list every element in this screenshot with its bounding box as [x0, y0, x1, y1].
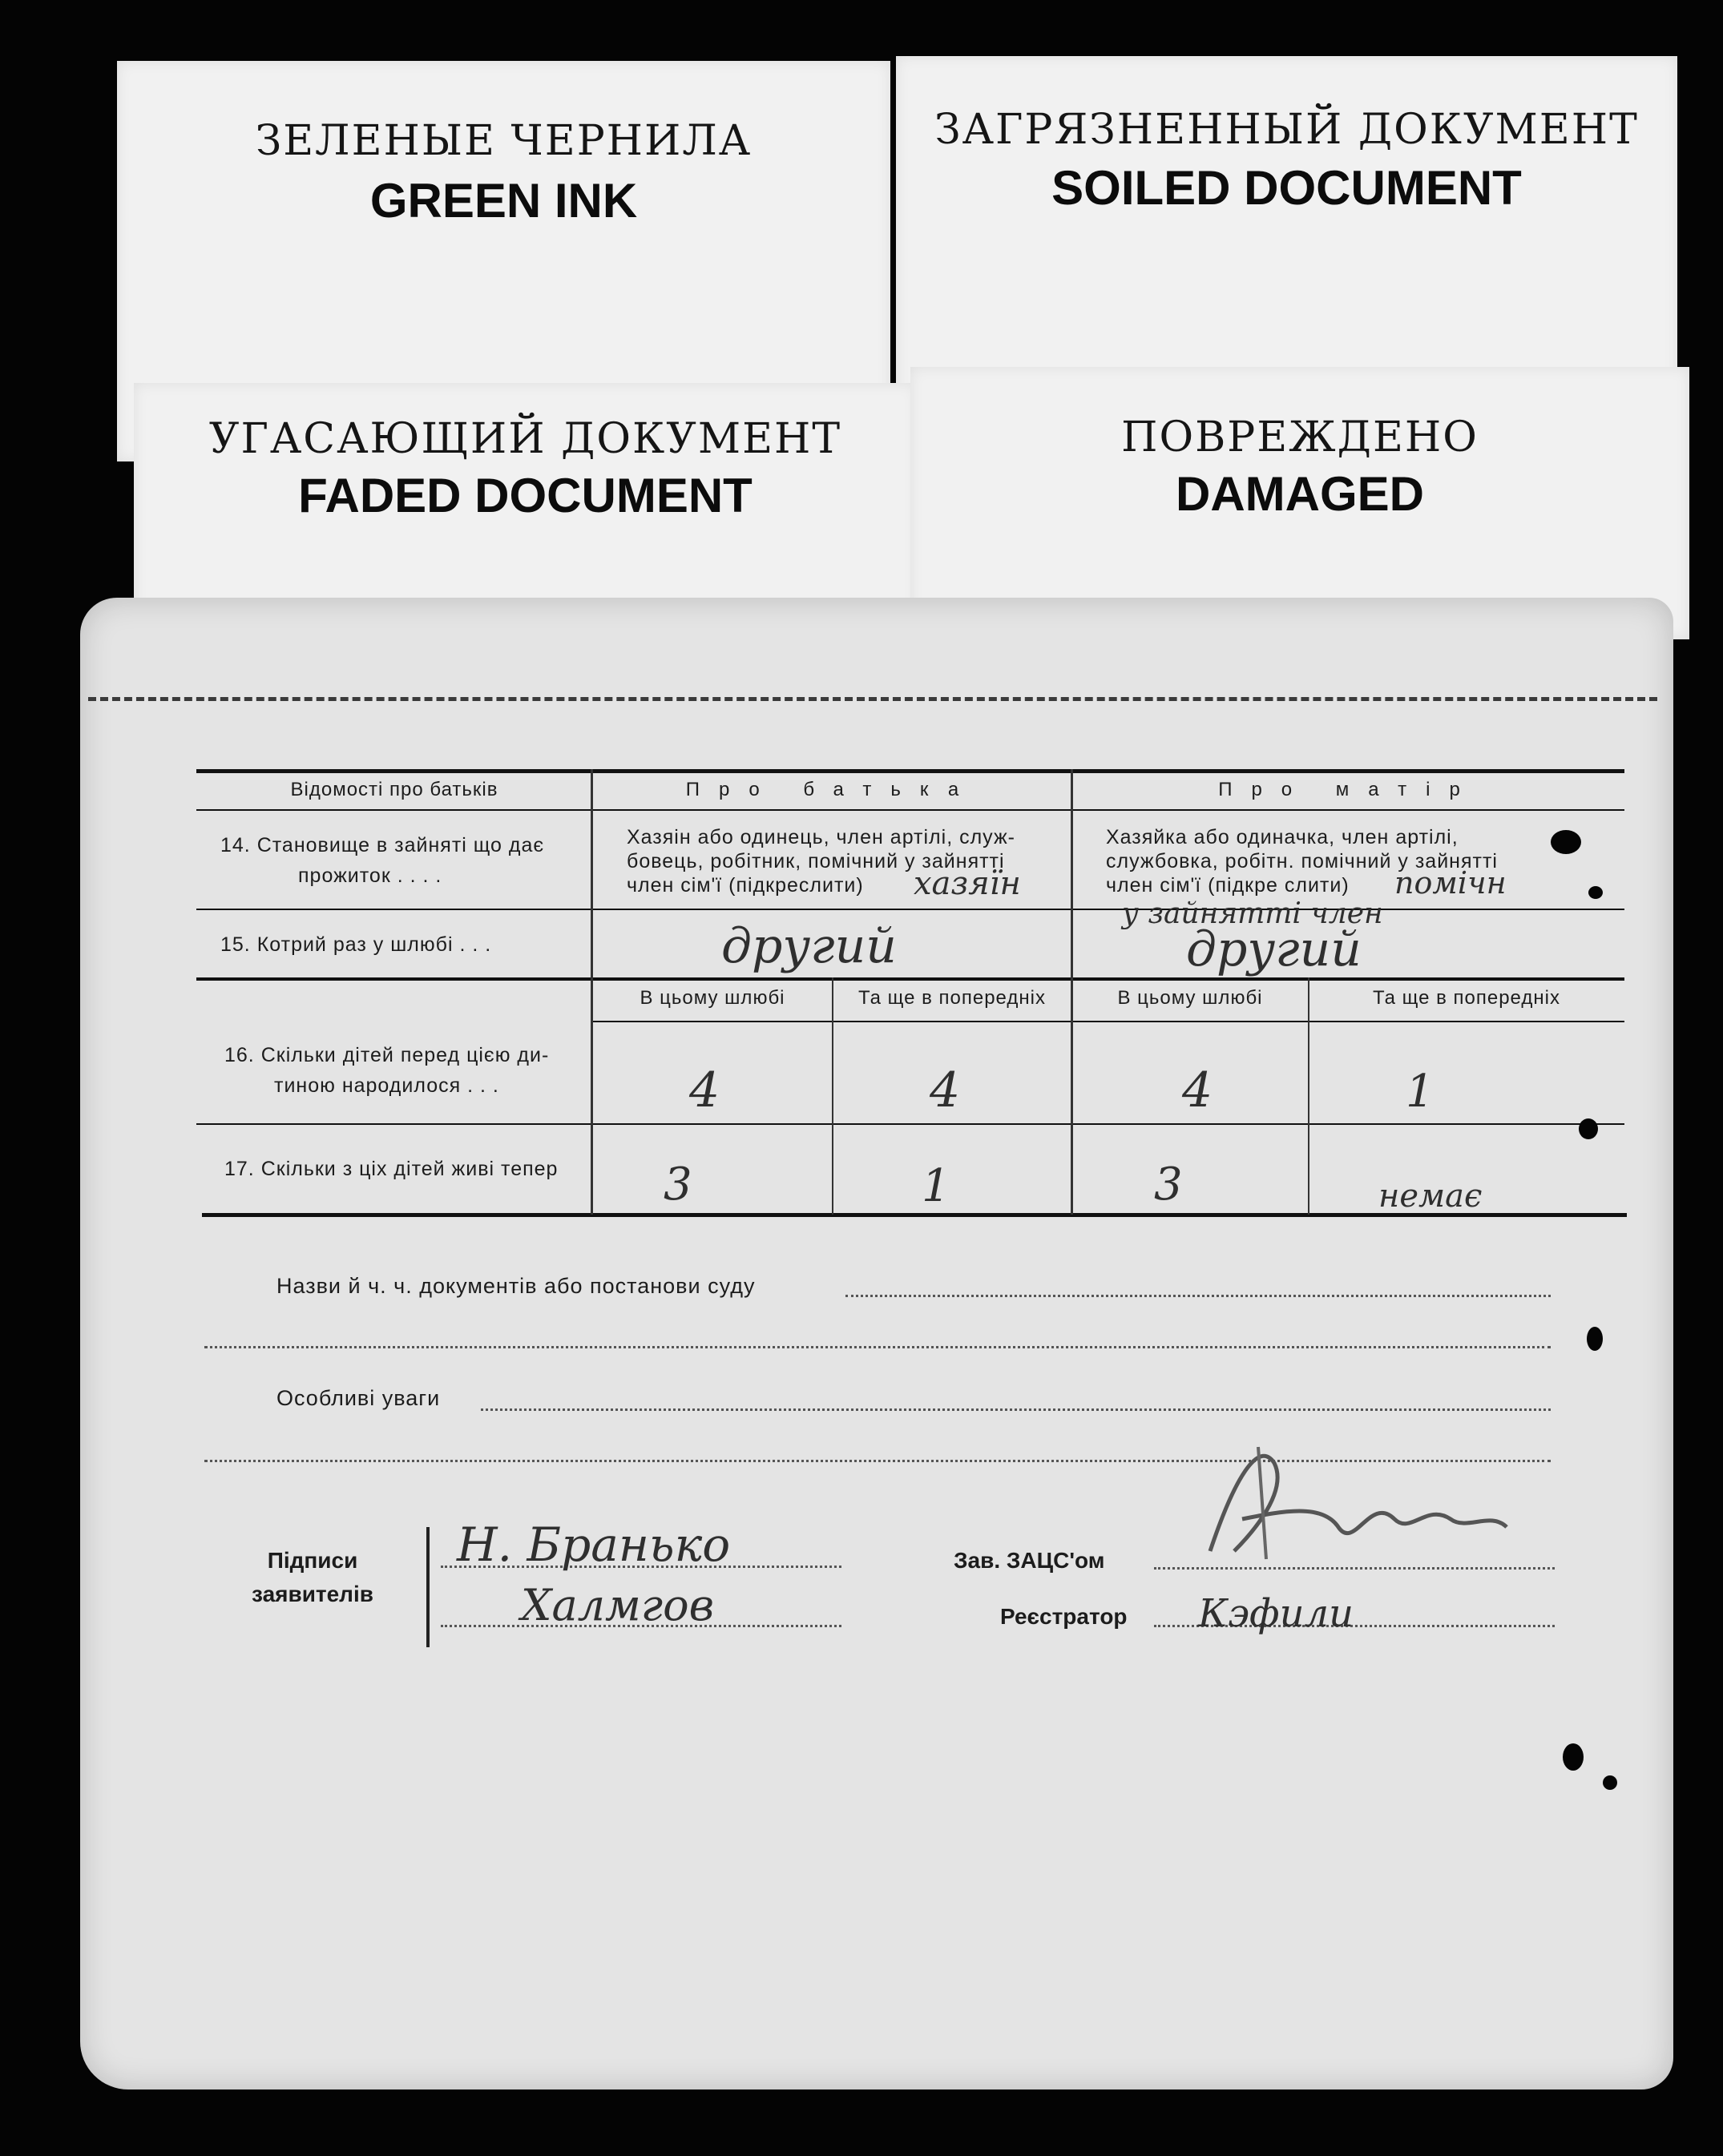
row15-rule — [196, 977, 1624, 981]
row14-label-1: 14. Становище в зайняті що дає — [220, 834, 545, 856]
subheader-rule — [593, 1021, 1624, 1022]
documents-field-label: Назви й ч. ч. документів або постанови суду — [276, 1274, 756, 1298]
documents-field-line-2 — [204, 1346, 1551, 1348]
row16-label-1: 16. Скільки дітей перед цією ди- — [224, 1044, 550, 1066]
row17-father-previous: 1 — [922, 1160, 950, 1212]
subheader-mother-this-marriage: В цьому шлюбі — [1117, 987, 1263, 1009]
row17-label: 17. Скільки з ціх дітей живі тепер — [224, 1158, 559, 1180]
row14-mother-options-1: Хазяйка або одиначка, член артілі, — [1106, 826, 1459, 848]
row17-mother-previous: немає — [1378, 1178, 1483, 1215]
applicant1-signature: Н. Бранько — [457, 1517, 731, 1572]
green-ink-label-en: GREEN INK — [369, 174, 638, 228]
row15-mother-handwritten: другий — [1186, 921, 1362, 977]
row15-father-handwritten: другий — [721, 918, 897, 974]
row16-father-previous: 4 — [930, 1062, 961, 1118]
registration-form-sheet — [80, 598, 1673, 2090]
head-of-registry-label: Зав. ЗАЦС'ом — [954, 1548, 1105, 1573]
damage-hole-4 — [1587, 1327, 1603, 1351]
header-about-father: Про батька — [685, 779, 979, 800]
head-signature-scrawl — [1186, 1431, 1523, 1591]
table-header-rule — [196, 809, 1624, 811]
faded-label-ru: УГАСАЮЩИЙ ДОКУМЕНТ — [208, 415, 842, 463]
header-parents-info: Відомості про батьків — [290, 779, 498, 800]
registrar-signature: Кэфили — [1198, 1591, 1354, 1636]
row17-father-this-marriage: 3 — [664, 1159, 692, 1211]
col-divider-father-sub — [832, 977, 833, 1215]
row16-father-this-marriage: 4 — [689, 1062, 720, 1118]
damage-hole-1 — [1551, 830, 1581, 854]
remarks-field-line-1 — [481, 1408, 1551, 1411]
row14-father-handwritten: хазяїн — [914, 865, 1021, 902]
subheader-mother-previous: Та ще в попередніх — [1373, 987, 1560, 1009]
damage-hole-6 — [1603, 1775, 1617, 1790]
applicants-label-2: заявителів — [252, 1582, 373, 1606]
col-divider-mother-sub — [1308, 977, 1309, 1215]
damaged-label-ru: ПОВРЕЖДЕНО — [1121, 413, 1479, 461]
documents-field-line-1 — [845, 1295, 1551, 1297]
row14-mother-handwritten-2: у зайнятті член — [1122, 897, 1383, 930]
applicants-label-1: Підписи — [267, 1548, 358, 1573]
row14-mother-handwritten: помічн — [1394, 865, 1507, 901]
row15-label: 15. Котрий раз у шлюбі . . . — [220, 933, 492, 956]
header-about-mother: Про матір — [1218, 779, 1479, 800]
row17-mother-this-marriage: 3 — [1154, 1159, 1183, 1211]
registrar-label: Реєстратор — [1000, 1604, 1128, 1629]
faded-label-en: FADED DOCUMENT — [298, 469, 753, 522]
row14-rule — [196, 909, 1624, 910]
applicant2-signature: Халмгов — [521, 1580, 715, 1630]
subheader-father-previous: Та ще в попередніх — [858, 987, 1046, 1009]
row14-father-options-2: бовець, робітник, помічний у зайнятті — [627, 850, 1005, 872]
row16-label-2: тиною народилося . . . — [274, 1074, 499, 1097]
damage-hole-5 — [1563, 1743, 1584, 1771]
row14-mother-options-3: член сім'ї (підкре слити) — [1106, 874, 1350, 897]
subheader-father-this-marriage: В цьому шлюбі — [640, 987, 785, 1009]
perforation-line — [88, 697, 1657, 701]
row16-rule — [196, 1123, 1624, 1125]
remarks-field-label: Особливі уваги — [276, 1386, 441, 1410]
damage-hole-3 — [1579, 1118, 1598, 1139]
green-ink-label-ru: ЗЕЛЕНЫЕ ЧЕРНИЛА — [255, 117, 753, 165]
row16-mother-previous: 1 — [1406, 1066, 1434, 1118]
applicants-brace — [426, 1527, 430, 1647]
row16-mother-this-marriage: 4 — [1182, 1062, 1213, 1118]
damaged-label-en: DAMAGED — [1176, 467, 1424, 521]
soiled-label-en: SOILED DOCUMENT — [1051, 161, 1522, 215]
soiled-label-ru: ЗАГРЯЗНЕННЫЙ ДОКУМЕНТ — [934, 106, 1639, 154]
row14-father-options-1: Хазяін або одинець, член артілі, служ- — [627, 826, 1016, 848]
table-top-rule — [196, 769, 1624, 773]
row14-mother-options-2: службовка, робітн. помічний у зайнятті — [1106, 850, 1498, 872]
damage-hole-2 — [1588, 886, 1603, 899]
row14-label-2: прожиток . . . . — [298, 864, 442, 887]
row14-father-options-3: член сім'ї (підкреслити) — [627, 874, 864, 897]
